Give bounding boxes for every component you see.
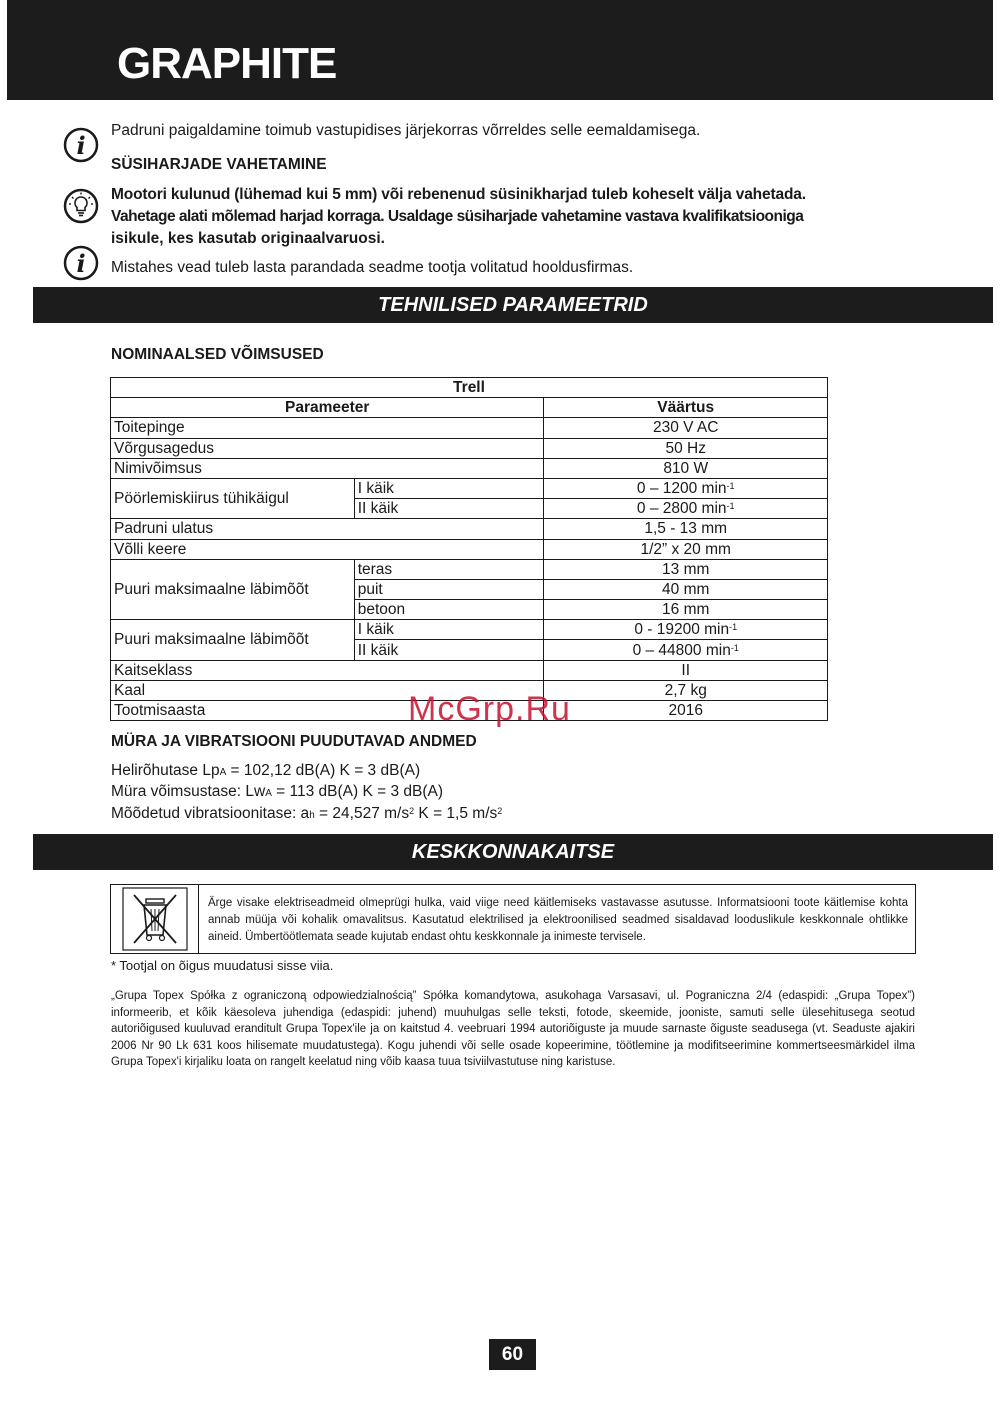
value-text: 0 – 1200 min xyxy=(636,480,727,498)
noise-line-pressure xyxy=(111,760,420,784)
exponent: -1 xyxy=(730,642,739,653)
param-cell: Kaitseklass xyxy=(111,660,544,680)
info-text-cartridge: Padruni paigaldamine toimub vastupidises järjekorras võrreldes selle eemaldamisega. xyxy=(111,122,701,139)
table-row xyxy=(111,478,828,498)
svg-text:i: i xyxy=(76,249,86,278)
param-cell: Kaal xyxy=(111,680,544,700)
param-cell: Padruni ulatus xyxy=(111,519,544,539)
lightbulb-icon xyxy=(63,188,99,224)
param-cell: Puuri maksimaalne läbimõõt xyxy=(111,620,355,660)
noise-subscript: h xyxy=(309,810,315,821)
sub-param-cell: betoon xyxy=(354,600,544,620)
value-cell: 1/2” x 20 mm xyxy=(544,539,828,559)
noise-superscript: 2 xyxy=(497,806,503,816)
value-cell: 13 mm xyxy=(544,559,828,579)
nominal-power-title: NOMINAALSED VÕIMSUSED xyxy=(111,346,324,363)
info-text-repairs: Mistahes vead tuleb lasta parandada seadme tootja volitatud hooldusfirmas. xyxy=(111,259,634,276)
param-cell: Võlli keere xyxy=(111,539,544,559)
value-cell: 2,7 kg xyxy=(544,680,828,700)
copyright-notice: „Grupa Topex Spółka z ograniczoną odpowiedzialnością” Spółka komandytowa, asukohaga Varsasavi, ul. Pograniczna 2/4 (edaspidi: „Grupa Topex”) informeerib, et kõik käesoleva juhendiga (edaspidi: juhend) muuhulgas selle teksti, fotode, skeemide, jooniste, samuti selle ülesehitusega seotud autoriõigused kuuluvad eranditult Grupa Topex'ile ja on kaitstud 4. veebruari 1994 autoriõiguste ja muude sarnaste õiguste seadusega (vt. Seaduste ajakiri 2006 Nr 90 Lk 631 koos hilisemate muudatustega). Kogu juhendi või selle osade kopeerimine, töötlemine ja modifitseerimine kommertseesmärkidel ilma Grupa Topex'i kirjaliku loata on rangelt keelatud ning võib kaasa tuua tsiviilvastutuse ning karistuse. xyxy=(111,990,915,1068)
sub-param-cell: puit xyxy=(354,579,544,599)
value-cell xyxy=(544,478,828,498)
col-header-value: Väärtus xyxy=(544,398,828,418)
table-row xyxy=(111,660,828,680)
value-cell: 40 mm xyxy=(544,579,828,599)
warning-line-3: isikule, kes kasutab originaalvaruosi. xyxy=(111,230,385,247)
noise-value: = 102,12 dB(A) K = 3 dB(A) xyxy=(226,762,421,779)
warning-line-2: Vahetage alati mõlemad harjad korraga. Usaldage süsiharjade vahetamine vastava kvalifikatsiooniga xyxy=(111,208,804,225)
param-cell: Puuri maksimaalne läbimõõt xyxy=(111,559,355,620)
noise-section-title: MÜRA JA VIBRATSIOONI PUUDUTAVAD ANDMED xyxy=(111,733,477,750)
noise-value: = 113 dB(A) K = 3 dB(A) xyxy=(271,783,444,800)
tech-params-table xyxy=(110,377,828,721)
value-cell xyxy=(544,640,828,660)
noise-subscript: A xyxy=(219,767,227,778)
noise-label: Müra võimsustase: Lw xyxy=(111,783,266,800)
value-text: 0 - 19200 min xyxy=(634,621,730,639)
exponent: -1 xyxy=(726,481,735,492)
noise-superscript: 2 xyxy=(409,806,415,816)
param-cell: Pöörlemiskiirus tühikäigul xyxy=(111,478,355,518)
sub-param-cell: teras xyxy=(354,559,544,579)
col-header-param: Parameeter xyxy=(111,398,544,418)
sub-param-cell: I käik xyxy=(354,478,544,498)
environment-box xyxy=(110,884,916,954)
sub-param-cell: II käik xyxy=(354,640,544,660)
table-row xyxy=(111,559,828,579)
value-text: 0 – 2800 min xyxy=(636,500,727,518)
value-cell: 810 W xyxy=(544,458,828,478)
value-cell: 2016 xyxy=(544,701,828,721)
watermark: McGrp.Ru xyxy=(408,690,571,728)
noise-label: Mõõdetud vibratsioonitase: a xyxy=(111,805,310,822)
noise-line-vibration xyxy=(111,803,502,827)
param-cell: Nimivõimsus xyxy=(111,458,544,478)
environment-bar: KESKKONNAKAITSE xyxy=(33,834,993,870)
value-cell: 16 mm xyxy=(544,600,828,620)
environment-text: Ärge visake elektriseadmeid olmeprügi hulka, vaid viige need käitlemiseks vastavasse asutusse. Informatsiooni toote käitlemise kohta annab müüja või kohalik omavalitsus. Kasutatud elektrilised ja elektroonilised seadmed sisaldavad looduslikule keskkonnale ohtlikke aineid. Ümbertöötlemata seade kujutab endast ohtu keskkonnale ja inimeste tervisele. xyxy=(208,897,908,943)
sub-param-cell: II käik xyxy=(354,499,544,519)
value-text: 0 – 44800 min xyxy=(632,641,731,659)
table-row xyxy=(111,458,828,478)
value-cell xyxy=(544,620,828,640)
value-cell: II xyxy=(544,660,828,680)
param-cell: Võrgusagedus xyxy=(111,438,544,458)
table-row xyxy=(111,620,828,640)
sub-param-cell: I käik xyxy=(354,620,544,640)
param-cell: Toitepinge xyxy=(111,418,544,438)
value-cell: 230 V AC xyxy=(544,418,828,438)
table-caption: Trell xyxy=(111,378,828,398)
value-cell: 1,5 - 13 mm xyxy=(544,519,828,539)
page-number: 60 xyxy=(489,1339,536,1370)
noise-value: K = 1,5 m/s xyxy=(414,805,498,822)
weee-icon-frame xyxy=(111,885,199,953)
table-row xyxy=(111,418,828,438)
info-icon xyxy=(63,127,99,163)
page-header xyxy=(7,0,993,100)
noise-line-power xyxy=(111,781,443,805)
warning-line-1: Mootori kulunud (lühemad kui 5 mm) või rebenenud süsinikharjad tuleb koheselt välja vahetada. xyxy=(111,186,806,203)
tech-params-bar: TEHNILISED PARAMEETRID xyxy=(33,287,993,323)
noise-label: Helirõhutase Lp xyxy=(111,762,220,779)
brand-text: GRAPHITE xyxy=(117,39,337,86)
exponent: -1 xyxy=(726,501,735,512)
table-header-row xyxy=(111,398,828,418)
brush-section-title: SÜSIHARJADE VAHETAMINE xyxy=(111,156,327,173)
svg-text:i: i xyxy=(76,131,86,160)
noise-value: = 24,527 m/s xyxy=(314,805,410,822)
crossed-bin-icon xyxy=(122,887,188,951)
table-row xyxy=(111,539,828,559)
exponent: -1 xyxy=(729,622,738,633)
value-cell xyxy=(544,499,828,519)
noise-subscript: A xyxy=(265,788,272,799)
info-icon xyxy=(63,245,99,281)
graphite-logo xyxy=(117,38,357,86)
table-caption-row xyxy=(111,378,828,398)
manufacturer-note: * Tootjal on õigus muudatusi sisse viia. xyxy=(111,958,334,973)
param-cell: Tootmisaasta xyxy=(111,701,544,721)
value-cell: 50 Hz xyxy=(544,438,828,458)
table-row xyxy=(111,519,828,539)
table-row xyxy=(111,438,828,458)
